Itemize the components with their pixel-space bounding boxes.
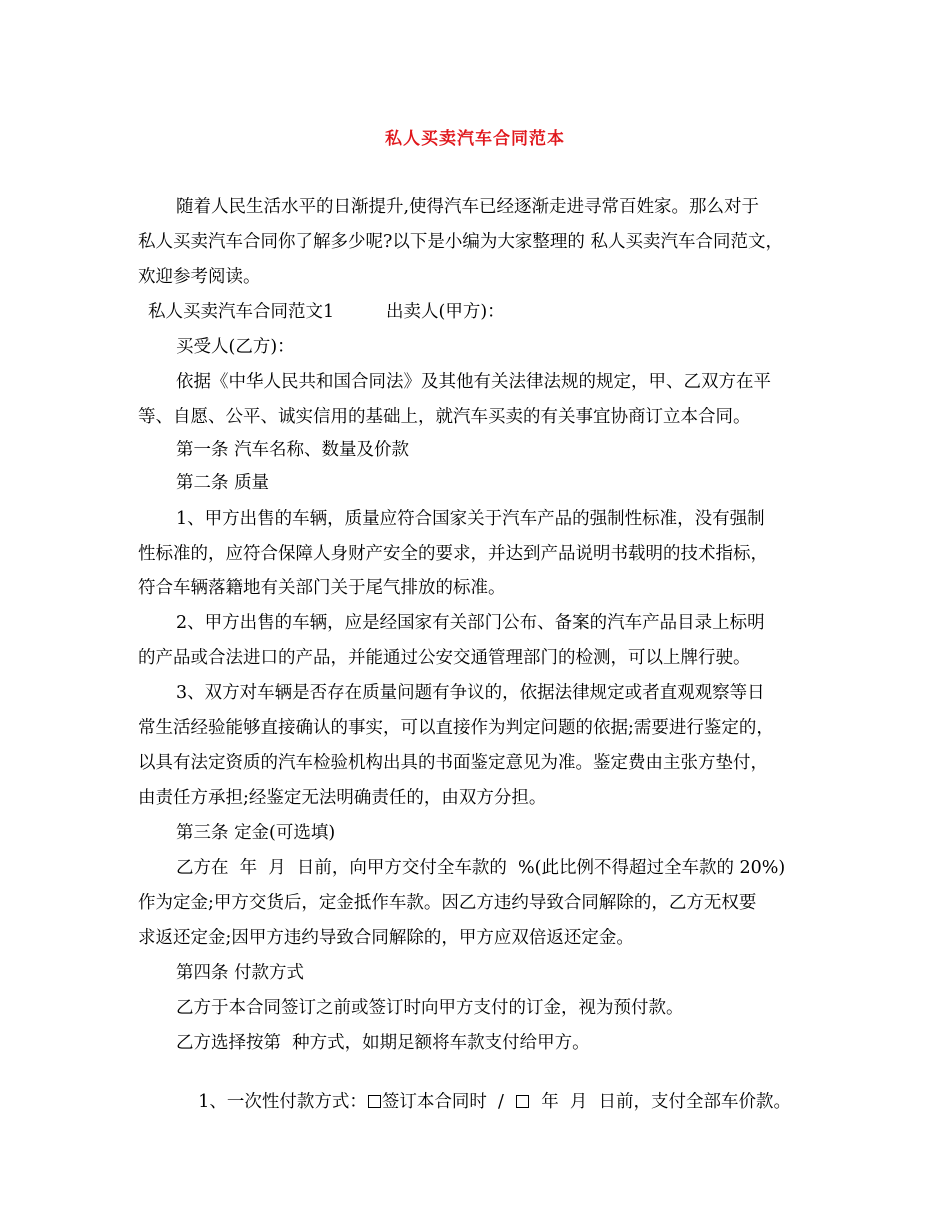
paragraph-line: 常生活经验能够直接确认的事实，可以直接作为判定问题的依据;需要进行鉴定的， <box>138 718 774 738</box>
paragraph-line: 作为定金;甲方交货后，定金抵作车款。因乙方违约导致合同解除的，乙方无权要 <box>138 893 757 913</box>
payment-option-text: 年 月 日前，支付全部车价款。 <box>530 1092 791 1112</box>
paragraph-line: 2、甲方出售的车辆，应是经国家有关部门公布、备案的汽车产品目录上标明 <box>176 613 765 633</box>
seller-label: 出卖人(甲方)： <box>386 302 505 322</box>
paragraph-line: 以具有法定资质的汽车检验机构出具的书面鉴定意见为准。鉴定费由主张方垫付， <box>138 753 768 773</box>
article-heading: 第三条 定金(可选填) <box>176 823 336 843</box>
paragraph-line: 3、双方对车辆是否存在质量问题有争议的，依据法律规定或者直观观察等日 <box>176 683 765 703</box>
paragraph-line: 由责任方承担;经鉴定无法明确责任的，由双方分担。 <box>138 788 547 808</box>
article-heading: 第二条 质量 <box>176 473 270 493</box>
paragraph-line: 等、自愿、公平、诚实信用的基础上，就汽车买卖的有关事宜协商订立本合同。 <box>138 407 751 427</box>
checkbox-icon <box>516 1095 529 1108</box>
article-heading: 第一条 汽车名称、数量及价款 <box>176 440 410 460</box>
sample-heading: 私人买卖汽车合同范文1 <box>148 302 335 322</box>
payment-option-text: 签订本合同时 / <box>381 1092 516 1112</box>
paragraph-line: 依据《中华人民共和国合同法》及其他有关法律法规的规定，甲、乙双方在平 <box>176 372 771 392</box>
paragraph-line: 私人买卖汽车合同你了解多少呢?以下是小编为大家整理的 私人买卖汽车合同范文， <box>138 232 783 252</box>
payment-option-line <box>176 1066 791 1138</box>
paragraph-line: 的产品或合法进口的产品，并能通过公安交通管理部门的检测，可以上牌行驶。 <box>138 648 751 668</box>
paragraph-line: 乙方于本合同签订之前或签订时向甲方支付的订金，视为预付款。 <box>176 998 684 1018</box>
paragraph-line: 欢迎参考阅读。 <box>138 267 261 287</box>
paragraph-line: 随着人民生活水平的日渐提升,使得汽车已经逐渐走进寻常百姓家。那么对于 <box>176 197 760 217</box>
paragraph-line: 1、甲方出售的车辆，质量应符合国家关于汽车产品的强制性标准，没有强制 <box>176 509 765 529</box>
paragraph-line: 性标准的，应符合保障人身财产安全的要求，并达到产品说明书载明的技术指标， <box>138 544 768 564</box>
paragraph-line: 求返还定金;因甲方违约导致合同解除的，甲方应双倍返还定金。 <box>138 928 634 948</box>
paragraph-line: 乙方在 年 月 日前，向甲方交付全车款的 %(此比例不得超过全车款的 20%) <box>176 858 786 878</box>
article-heading: 第四条 付款方式 <box>176 963 305 983</box>
checkbox-icon <box>368 1095 381 1108</box>
document-title: 私人买卖汽车合同范本 <box>385 129 565 149</box>
paragraph-line: 乙方选择按第 种方式，如期足额将车款支付给甲方。 <box>176 1033 590 1053</box>
buyer-label: 买受人(乙方)： <box>176 337 295 357</box>
payment-option-label: 1、一次性付款方式： <box>198 1092 367 1112</box>
paragraph-line: 符合车辆落籍地有关部门关于尾气排放的标准。 <box>138 578 506 598</box>
